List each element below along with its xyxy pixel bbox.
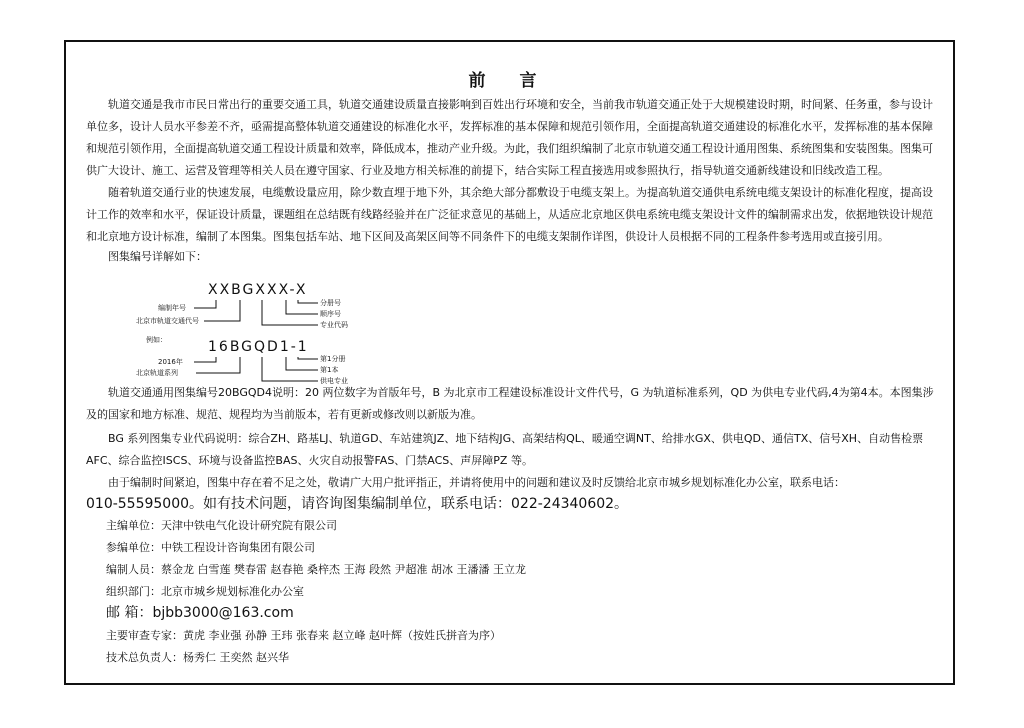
credit-tech-lead: 技术总负责人：杨秀仁 王奕然 赵兴华: [106, 651, 289, 664]
credit-staff: 编制人员：蔡金龙 白雪莲 樊春雷 赵春艳 桑梓杰 王海 段然 尹超准 胡冰 王潘潘 王立龙: [106, 563, 526, 576]
label-sequence: 顺序号: [320, 310, 341, 318]
page-title: 前 言: [468, 71, 551, 91]
example-discipline: 供电专业: [320, 377, 348, 385]
numbering-intro: 图集编号详解如下：: [108, 250, 207, 263]
credit-editor: 主编单位：天津中铁电气化设计研究院有限公司: [106, 519, 337, 532]
example-volume: 第1分册: [320, 355, 346, 363]
label-series: 北京市轨道交通代号: [136, 317, 199, 325]
credit-reviewers: 主要审查专家：黄虎 李业强 孙静 王玮 张春来 赵立峰 赵叶辉（按姓氏拼音为序）: [106, 629, 501, 642]
example-year: 2016年: [158, 358, 183, 366]
label-discipline: 专业代码: [320, 321, 348, 329]
example-label: 例如：: [146, 336, 167, 344]
example-series: 北京轨道系列: [136, 369, 178, 377]
paragraph-1: 轨道交通是我市市民日常出行的重要交通工具，轨道交通建设质量直接影响到百姓出行环境和安全，当前我市轨道交通正处于大规模建设时期，时间紧、任务重，参与设计单位多，设计人员水平参差不齐，亟需提高整体轨道交通建设的标准化水平，发挥标准的基本保障和规范引领作用，全面提高轨道交通建设的标准化水平，发挥标准的基本保障和规范引领作用，全面提高轨道交通工程设计质量和效率，降低成本，推动产业升级。为此，我们组织编制了北京市轨道交通工程设计通用图集、系统图集和安装图集。图集可供广大设计、施工、运营及管理等相关人员在遵守国家、行业及地方相关标准的前提下，结合实际工程直接选用或参照执行，指导轨道交通新线建设和旧线改造工程。: [86, 98, 933, 177]
credit-organizer: 组织部门：北京市城乡规划标准化办公室: [106, 585, 304, 598]
code-template: XXBGXXX-X: [208, 282, 308, 298]
credit-co-editor: 参编单位：中铁工程设计咨询集团有限公司: [106, 541, 315, 554]
paragraph-3: 轨道交通通用图集编号20BGQD4说明：20 两位数字为首版年号，B 为北京市工程建设标准设计文件代号，G 为轨道标准系列，QD 为供电专业代码,4为第4本。本图集涉及的国家和地方标准、规范、规程均为当前版本，若有更新或修改则以新版为准。: [86, 386, 934, 421]
paragraph-2: 随着轨道交通行业的快速发展，电缆敷设量应用，除少数直埋于地下外，其余绝大部分都敷设于电缆支架上。为提高轨道交通供电系统电缆支架设计的标准化程度，提高设计工作的效率和水平，保证设计质量，课题组在总结既有线路经验并在广泛征求意见的基础上，从适应北京地区供电系统电缆支架设计文件的编制需求出发，依据地铁设计规范和北京地方设计标准，编制了本图集。图集包括车站、地下区间及高架区间等不同条件下的电缆支架制作详图，供设计人员根据不同的工程条件参考选用或直接引用。: [86, 186, 933, 243]
code-example: 16BGQD1-1: [208, 339, 309, 355]
label-year: 编制年号: [158, 304, 186, 312]
example-sequence: 第1本: [320, 366, 339, 374]
paragraph-4: BG 系列图集专业代码说明：综合ZH、路基LJ、轨道GD、车站建筑JZ、地下结构JG、高架结构QL、暖通空调NT、给排水GX、供电QD、通信TX、信号XH、自动售检票AFC、综合监控ISCS、环境与设备监控BAS、火灾自动报警FAS、门禁ACS、声屏障PZ 等。: [86, 432, 924, 467]
contact-line: 010-55595000。如有技术问题，请咨询图集编制单位，联系电话：022-24340602。: [86, 496, 629, 512]
label-volume: 分册号: [320, 299, 341, 307]
credit-email: 邮 箱：bjbb3000@163.com: [106, 605, 294, 621]
paragraph-5: 由于编制时间紧迫，图集中存在着不足之处，敬请广大用户批评指正，并请将使用中的问题和建议及时反馈给北京市城乡规划标准化办公室，联系电话：: [108, 476, 845, 489]
document-frame: [64, 40, 955, 685]
